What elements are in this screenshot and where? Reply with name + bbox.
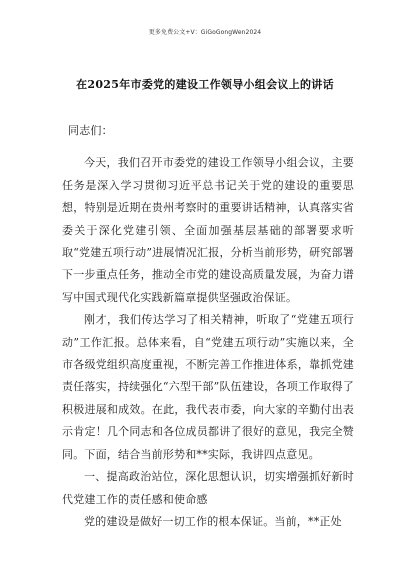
salutation: 同志们： — [68, 124, 113, 137]
section-heading-1: 一、提高政治站位，深化思想认识，切实增强抓好新时代党建工作的责任感和使命感 — [62, 470, 354, 506]
paragraph-3: 党的建设是做好一切工作的根本保证。当前，**正处 — [84, 514, 342, 528]
paragraph-1: 今天，我们召开市委党的建设工作领导小组会议，主要任务是深入学习贯彻习近平总书记关于党的建设的重要思想，特别是近期在贵州考察时的重要讲话精神，认真落实省委关于深化党建引领、全面加强基层基础的部署要求听取“党建五项行动”进展情况汇报，分析当前形势，研究部署下一步重点任务，推动全市党的建设高质量发展，为奋力谱写中国式现代化实践新篇章提供坚强政治保证。 — [62, 156, 354, 304]
page-title: 在2025年市委党的建设工作领导小组会议上的讲话 — [76, 78, 334, 91]
paragraph-2: 刚才，我们传达学习了相关精神，听取了“党建五项行动”工作汇报。总体来看，自“党建五项行动”实施以来，全市各级党组织高度重视，不断完善工作推进体系，靠抓党建责任落实，持续强化“六型干部”队伍建设，各项工作取得了积极进展和成效。在此，我代表市委，向大家的辛勤付出表示肯定！几个同志和各位成员都讲了很好的意见，我完全赞同。下面，结合当前形势和**实际，我讲四点意见。 — [62, 313, 354, 461]
header-note: 更多免费公文+V：GiGoGongWen2024 — [148, 29, 262, 36]
document-body — [62, 120, 354, 533]
